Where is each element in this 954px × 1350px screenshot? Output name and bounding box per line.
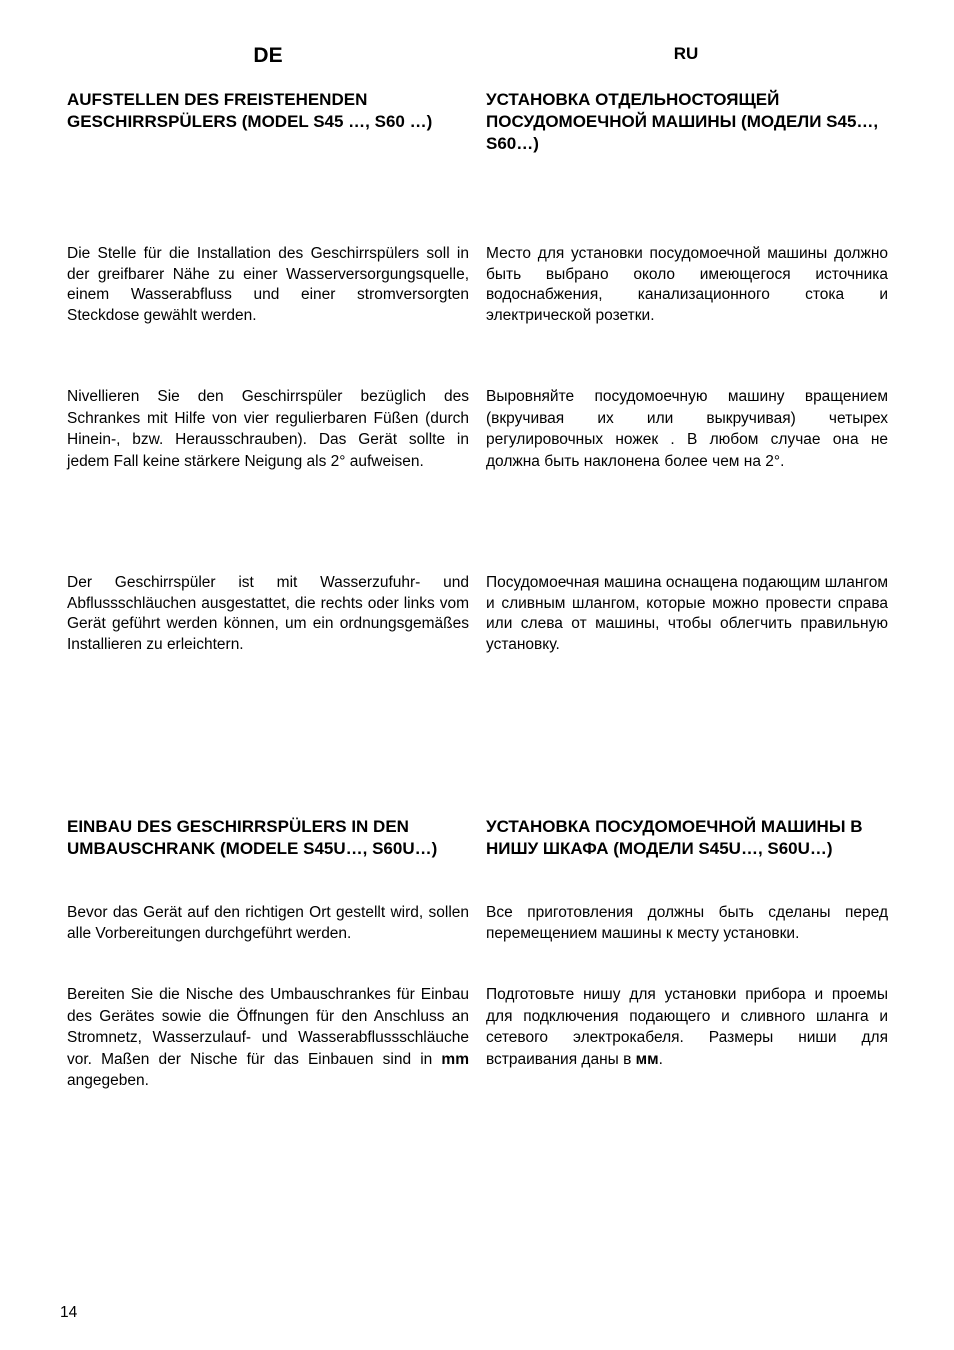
paragraph-niche-de [67, 984, 469, 1092]
paragraph-niche-ru-end: . [658, 1050, 663, 1068]
paragraph-hoses-de: Der Geschirrspüler ist mit Wasserzufuhr- und Abflussschläuchen ausgestattet, die rechts oder links vom Gerät geführt werden können, um ein ordnungsgemäßes Installieren zu erleichtern. [67, 574, 469, 653]
page-number: 14 [60, 1304, 78, 1321]
paragraph-leveling-ru: Выровняйте посудомоечную машину вращением (вкручивая их или выкручивая) четырех регулировочных ножек . В любом случае она не должна быть наклонена более чем на 2°. [486, 388, 888, 470]
paragraph-location-de: Die Stelle für die Installation des Geschirrspülers soll in der greifbarer Nähe zu einer Wasserversorgungsquelle, einem Wasserabfluss und einer stromversorgten Steckdose gewählt werden. [67, 245, 469, 324]
paragraph-niche-de-text: Bereiten Sie die Nische des Umbauschrankes für Einbau des Gerätes sowie die Öffnungen für den Anschluss an Stromnetz, Wasserzulauf- und Wasserabflussschläuche vor. Maßen der Nische für das Einbauen sind in [67, 986, 469, 1068]
paragraph-leveling-de: Nivellieren Sie den Geschirrspüler bezüglich des Schrankes mit Hilfe von vier regulierbaren Füßen (durch Hinein-, bzw. Herausschrauben). Das Gerät sollte in jedem Fall keine stärkere Neigung als 2° aufweisen. [67, 388, 469, 470]
paragraph-hoses-ru: Посудомоечная машина оснащена подающим шлангом и сливным шлангом, которые можно провести справа или слева от машины, чтобы облегчить правильную установку. [486, 574, 888, 653]
paragraph-preparation-de: Bevor das Gerät auf den richtigen Ort gestellt wird, sollen alle Vorbereitungen durchgeführt werden. [67, 904, 469, 942]
section-heading-freestanding-ru: УСТАНОВКА ОТДЕЛЬНОСТОЯЩЕЙ ПОСУДОМОЕЧНОЙ МАШИНЫ (МОДЕЛИ S45…, S60…) [486, 90, 879, 153]
section-heading-freestanding-de: AUFSTELLEN DES FREISTEHENDEN GESCHIRRSPÜLERS (MODEL S45 …, S60 …) [67, 90, 433, 131]
unit-mm-de: mm [441, 1050, 469, 1068]
paragraph-preparation-ru: Все приготовления должны быть сделаны перед перемещением машины к месту установки. [486, 904, 888, 942]
paragraph-niche-ru [486, 984, 888, 1070]
paragraph-niche-ru-text: Подготовьте нишу для установки прибора и проемы для подключения подающего и сливного шланга и сетевого электрокабеля. Размеры ниши для встраивания даны в [486, 986, 888, 1068]
unit-mm-ru: мм [635, 1050, 659, 1068]
section-heading-builtin-ru: УСТАНОВКА ПОСУДОМОЕЧНОЙ МАШИНЫ В НИШУ ШКАФА (МОДЕЛИ S45U…, S60U…) [486, 817, 863, 858]
section-heading-builtin-de: EINBAU DES GESCHIRRSPÜLERS IN DEN UMBAUSCHRANK (MODELE S45U…, S60U…) [67, 817, 438, 858]
language-label-de: DE [253, 44, 283, 67]
paragraph-location-ru: Место для установки посудомоечной машины должно быть выбрано около имеющегося источника водоснабжения, канализационного стока и электрической розетки. [486, 245, 888, 324]
paragraph-niche-de-end: angegeben. [67, 1072, 149, 1089]
language-label-ru: RU [673, 44, 699, 63]
